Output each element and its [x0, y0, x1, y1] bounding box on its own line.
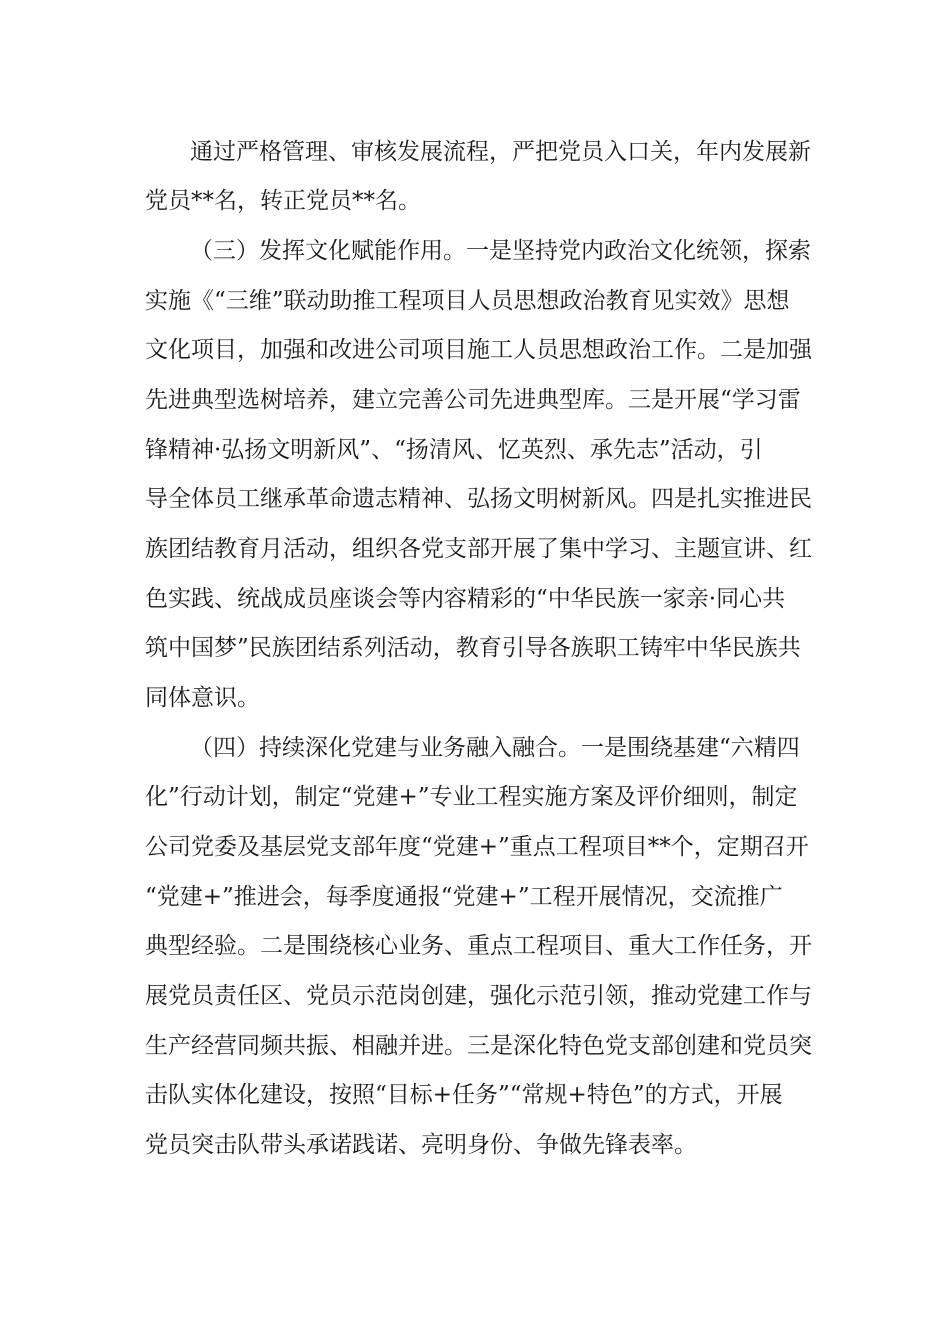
paragraph-line: 先进典型选树培养，建立完善公司先进典型库。三是开展“学习雷 — [145, 387, 801, 413]
paragraph-line: （三）发挥文化赋能作用。一是坚持党内政治文化统领，探索 — [190, 238, 811, 264]
paragraph-line: 党员突击队带头承诺践诺、亮明身份、争做先锋表率。 — [145, 1132, 697, 1158]
paragraph-line: 筑中国梦”民族团结系列活动，教育引导各族职工铸牢中华民族共 — [145, 635, 801, 661]
paragraph-line: “党建+”推进会，每季度通报“党建+”工程开展情况，交流推广 — [145, 884, 783, 910]
paragraph-line: 通过严格管理、审核发展流程，严把党员入口关，年内发展新 — [190, 139, 811, 165]
paragraph-line: 展党员责任区、党员示范岗创建，强化示范引领，推动党建工作与 — [145, 983, 812, 1009]
paragraph-line: 导全体员工继承革命遗志精神、弘扬文明树新风。四是扎实推进民 — [145, 486, 812, 512]
paragraph-line: 文化项目，加强和改进公司项目施工人员思想政治工作。二是加强 — [145, 337, 812, 363]
paragraph-line: 公司党委及基层党支部年度“党建+”重点工程项目**个，定期召开 — [145, 834, 809, 860]
paragraph-line: 同体意识。 — [145, 685, 260, 711]
paragraph-line: 党员**名，转正党员**名。 — [145, 188, 421, 214]
paragraph-line: 击队实体化建设，按照“目标+任务”“常规+特色”的方式，开展 — [145, 1082, 783, 1108]
paragraph-line: （四）持续深化党建与业务融入融合。一是围绕基建“六精四 — [190, 735, 800, 761]
paragraph-line: 化”行动计划，制定“党建+”专业工程实施方案及评价细则，制定 — [145, 784, 798, 810]
paragraph-line: 实施《“三维”联动助推工程项目人员思想政治教育见实效》思想 — [145, 288, 790, 314]
paragraph-line: 生产经营同频共振、相融并进。三是深化特色党支部创建和党员突 — [145, 1033, 812, 1059]
paragraph-line: 典型经验。二是围绕核心业务、重点工程项目、重大工作任务，开 — [145, 933, 812, 959]
paragraph-line: 族团结教育月活动，组织各党支部开展了集中学习、主题宣讲、红 — [145, 536, 812, 562]
paragraph-line: 锋精神·弘扬文明新风”、“扬清风、忆英烈、承先志”活动，引 — [145, 437, 763, 463]
paragraph-line: 色实践、统战成员座谈会等内容精彩的“中华民族一家亲·同心共 — [145, 586, 786, 612]
